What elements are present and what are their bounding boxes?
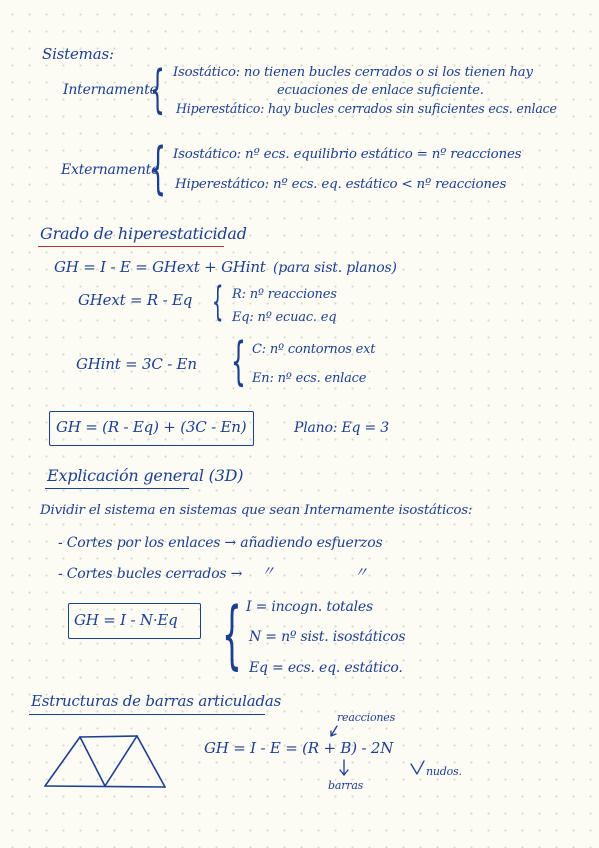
estructuras-heading: Estructuras de barras articuladas [31, 692, 282, 710]
label-nudos: nudos. [426, 765, 462, 778]
ghext-def-r: R: nº reacciones [232, 287, 337, 302]
explicacion-bullet-1: - Cortes por los enlaces → añadiendo esfuerzos [58, 535, 383, 551]
ghext-brace: { [212, 279, 224, 325]
internamente-hiperestatico: Hiperestático: hay bucles cerrados sin suficientes ecs. enlace [176, 101, 557, 116]
externamente-hiperestatico: Hiperestático: nº ecs. eq. estático < nº reacciones [175, 177, 507, 192]
explicacion-heading: Explicación general (3D) [47, 466, 244, 485]
ghint-brace: { [231, 332, 246, 392]
explicacion-bullet-2: - Cortes bucles cerrados → [58, 566, 243, 582]
ghext-def-eq: Eq: nº ecuac. eq [232, 310, 337, 325]
internamente-isostatico-line1: Isostático: no tienen bucles cerrados o si los tienen hay [173, 65, 533, 80]
gh-main-note: (para sist. planos) [273, 260, 397, 276]
ghext-formula: GHext = R - Eq [78, 291, 193, 309]
ghint-def-c: C: nº contornos ext [252, 342, 376, 357]
label-reacciones: reacciones [337, 711, 396, 724]
internamente-label: Internamente [63, 82, 158, 98]
ditto-mark-2: 〃 [354, 565, 368, 581]
internamente-isostatico-line2: ecuaciones de enlace suficiente. [277, 83, 484, 98]
grado-heading: Grado de hiperestaticidad [40, 224, 247, 243]
gh-general-brace: { [222, 592, 242, 678]
externamente-brace: { [150, 136, 167, 201]
explicacion-intro: Dividir el sistema en sistemas que sean Internamente isostáticos: [40, 503, 473, 518]
ditto-mark-1: 〃 [261, 564, 275, 580]
def-n: N = nº sist. isostáticos [249, 629, 406, 645]
ghint-def-en: En: nº ecs. enlace [252, 371, 367, 386]
gh-boxed-formula: GH = (R - Eq) + (3C - En) [56, 418, 247, 436]
def-eq: Eq = ecs. eq. estático. [249, 660, 403, 676]
externamente-label: Externamente [61, 162, 160, 178]
estructuras-formula: GH = I - E = (R + B) - 2N [204, 739, 394, 757]
ghint-formula: GHint = 3C - En [76, 355, 197, 373]
def-i: I = incogn. totales [246, 599, 373, 615]
label-barras: barras [328, 779, 364, 792]
plano-note: Plano: Eq = 3 [294, 420, 389, 436]
externamente-isostatico: Isostático: nº ecs. equilibrio estático = nº reacciones [173, 147, 522, 162]
gh-general-formula: GH = I - N·Eq [74, 611, 178, 629]
internamente-brace: { [150, 60, 165, 120]
gh-main-formula: GH = I - E = GHext + GHint [54, 258, 266, 276]
arrow-to-nudos [411, 761, 424, 774]
sistemas-heading: Sistemas: [42, 45, 114, 63]
